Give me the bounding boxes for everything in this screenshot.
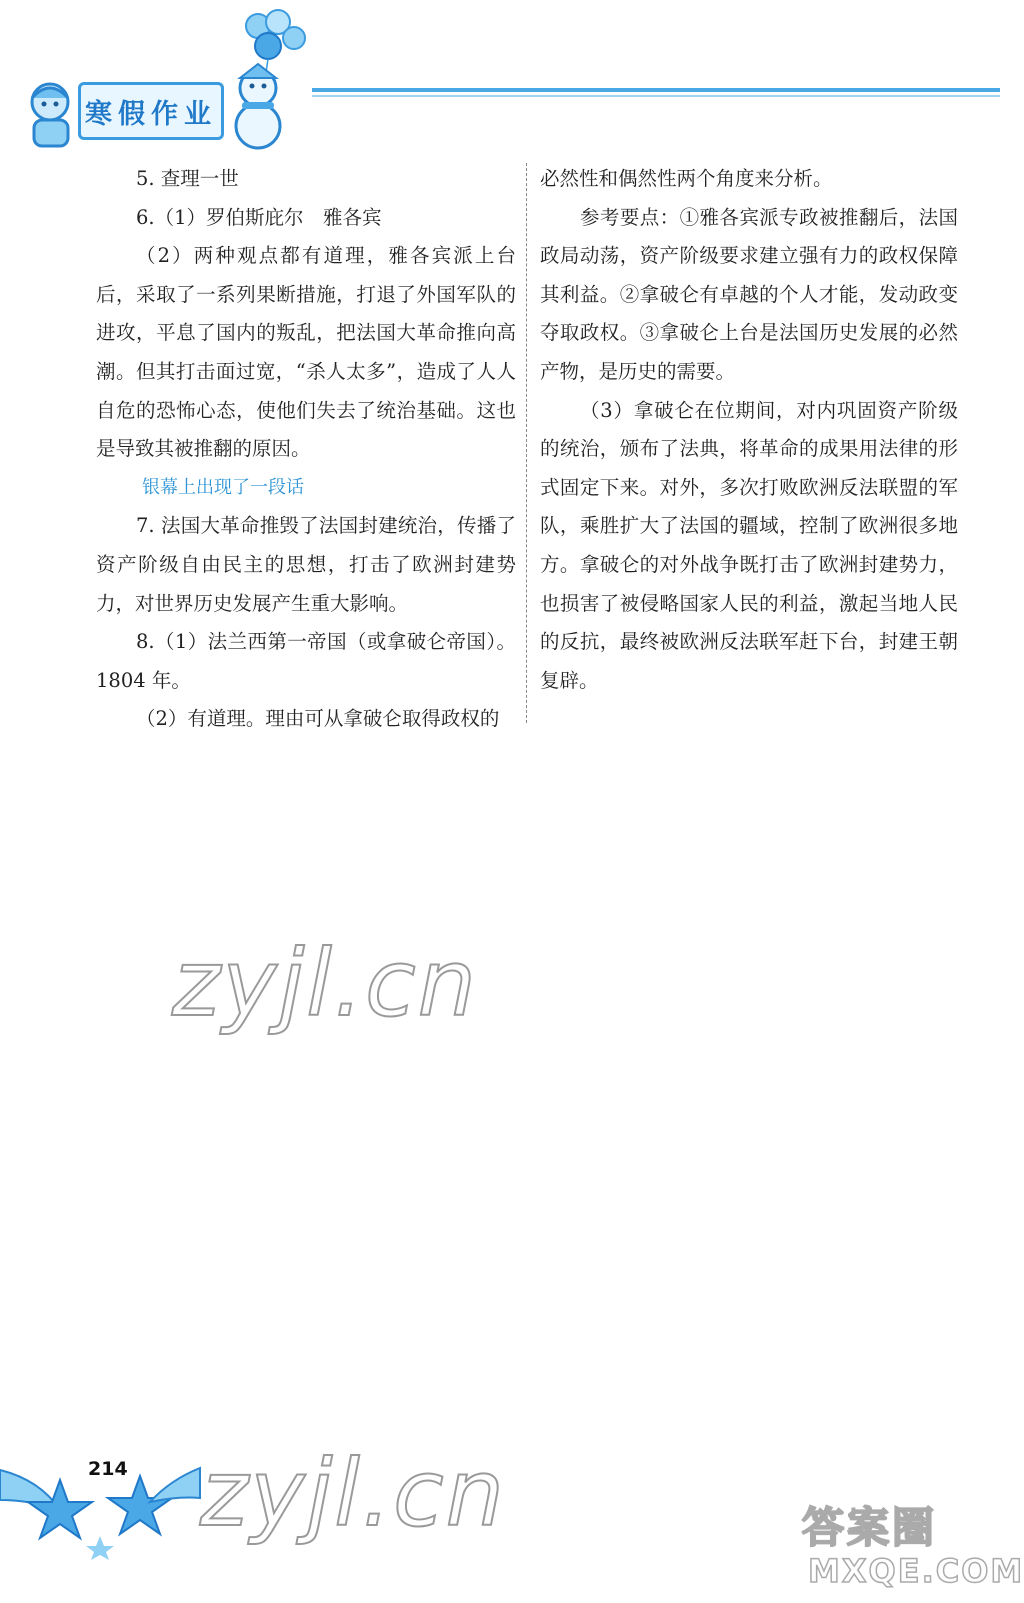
watermark-bottom: zyjl.cn bbox=[200, 1440, 506, 1547]
logo-text-en: MXQE.COM bbox=[808, 1552, 1024, 1590]
watermark-middle: zyjl.cn bbox=[172, 930, 478, 1037]
answer-5: 5. 查理一世 bbox=[136, 167, 239, 190]
section-subheading: 银幕上出现了一段话 bbox=[142, 476, 304, 498]
answer-8-2-continued: 必然性和偶然性两个角度来分析。 bbox=[540, 167, 833, 190]
page-number: 214 bbox=[88, 1458, 128, 1480]
right-column bbox=[540, 160, 958, 700]
logo-text-zh: 答案圈 bbox=[802, 1503, 938, 1552]
page-header bbox=[0, 0, 1000, 160]
header-title-box bbox=[78, 82, 224, 140]
answer-7: 7. 法国大革命推毁了法国封建统治，传播了资产阶级自由民主的思想，打击了欧洲封建势力，对世界历史发展产生重大影响。 bbox=[96, 514, 516, 615]
reference-points: 参考要点：①雅各宾派专政被推翻后，法国政局动荡，资产阶级要求建立强有力的政权保障其利益。②拿破仑有卓越的个人才能，发动政变夺取政权。③拿破仑上台是法国历史发展的必然产物，是历史的需要。 bbox=[540, 205, 958, 383]
header-title: 寒假作业 bbox=[85, 98, 217, 130]
answer-8-2: （2）有道理。理由可从拿破仑取得政权的 bbox=[136, 707, 500, 731]
answer-6-1: 6.（1）罗伯斯庇尔 雅各宾 bbox=[136, 205, 382, 229]
column-divider bbox=[526, 163, 527, 723]
snowman-mascot-icon bbox=[218, 62, 298, 152]
header-rule-thin bbox=[312, 95, 1000, 97]
header-rule bbox=[312, 88, 1000, 92]
answer-8-1: 8.（1）法兰西第一帝国（或拿破仑帝国）。1804 年。 bbox=[96, 630, 516, 692]
answer-6-2: （2）两种观点都有道理，雅各宾派上台后，采取了一系列果断措施，打退了外国军队的进攻，平息了国内的叛乱，把法国大革命推向高潮。但其打击面过宽，“杀人太多”，造成了人人自危的恐怖心态，使他们失去了统治基础。这也是导致其被推翻的原因。 bbox=[96, 244, 516, 461]
left-column bbox=[96, 160, 516, 739]
answer-8-3: （3）拿破仑在位期间，对内巩固资产阶级的统治，颁布了法典，将革命的成果用法律的形式固定下来。对外，多次打败欧洲反法联盟的军队，乘胜扩大了法国的疆域，控制了欧洲很多地方。拿破仑的对外战争既打击了欧洲封建势力，也损害了被侵略国家人民的利益，激起当地人民的反抗，最终被欧洲反法联军赶下台，封建王朝复辟。 bbox=[540, 398, 958, 692]
